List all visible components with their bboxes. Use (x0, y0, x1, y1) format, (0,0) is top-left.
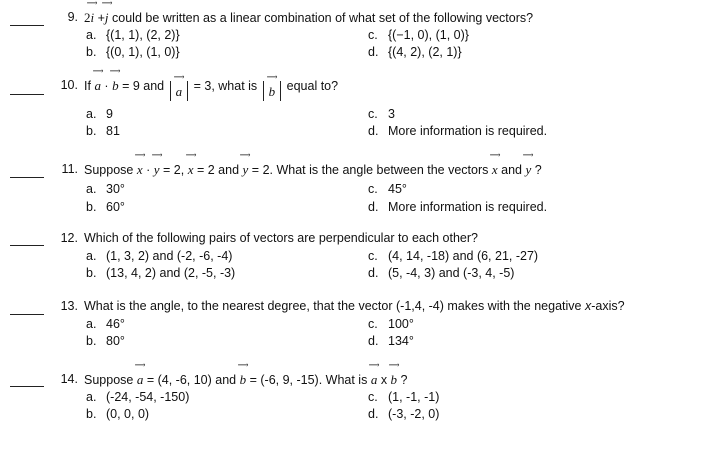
option-c[interactable]: c. 100° (368, 317, 414, 331)
option-d[interactable]: d. 134° (368, 334, 414, 348)
question-number: 11. (61, 162, 78, 176)
option-b[interactable]: b. {(0, 1), (1, 0)} (86, 45, 180, 59)
answer-blank[interactable] (10, 245, 44, 246)
option-a[interactable]: a. 30° (86, 182, 125, 196)
option-d[interactable]: d. More information is required. (368, 124, 548, 138)
magnitude-bars: ⟶ b (263, 81, 282, 101)
answer-blank[interactable] (10, 314, 44, 315)
option-b[interactable]: b. (0, 0, 0) (86, 407, 150, 421)
option-c[interactable]: c. (1, -1, -1) (368, 390, 440, 404)
option-d[interactable]: d. (-3, -2, 0) (368, 407, 440, 421)
option-a[interactable]: a. (-24, -54, -150) (86, 390, 190, 404)
question-number: 12. (60, 231, 78, 245)
option-c[interactable]: c. 45° (368, 182, 407, 196)
question-number: 14. (60, 372, 78, 386)
question-number: 13. (60, 299, 78, 313)
question-stem: If ⟶ a · ⟶ b = 9 and ⟶ a = 3, what is ⟶ b equal to? (84, 78, 338, 101)
option-d[interactable]: d. (5, -4, 3) and (-3, 4, -5) (368, 266, 515, 280)
option-c[interactable]: c. 3 (368, 107, 395, 121)
question-stem: Suppose ⟶ a = (4, -6, 10) and ⟶ b = (-6, 9, -15). What is ⟶ a x ⟶ b ? (84, 372, 407, 388)
option-b[interactable]: b. (13, 4, 2) and (2, -5, -3) (86, 266, 236, 280)
answer-blank[interactable] (10, 386, 44, 387)
option-a[interactable]: a. {(1, 1), (2, 2)} (86, 28, 180, 42)
option-a[interactable]: a. 46° (86, 317, 125, 331)
question-number: 10. (60, 78, 78, 92)
question-stem: 2⟶ i +⟶ j could be written as a linear combination of what set of the following vectors? (84, 10, 533, 26)
answer-blank[interactable] (10, 25, 44, 26)
option-b[interactable]: b. 81 (86, 124, 120, 138)
magnitude-bars: ⟶ a (170, 81, 189, 101)
option-d[interactable]: d. More information is required. (368, 200, 548, 214)
option-b[interactable]: b. 80° (86, 334, 125, 348)
question-stem: What is the angle, to the nearest degree, that the vector (-1,4, -4) makes with the negative x-axis? (84, 299, 625, 313)
option-c[interactable]: c. (4, 14, -18) and (6, 21, -27) (368, 249, 539, 263)
option-a[interactable]: a. (1, 3, 2) and (-2, -6, -4) (86, 249, 233, 263)
question-stem: Which of the following pairs of vectors are perpendicular to each other? (84, 231, 478, 245)
option-c[interactable]: c. {(−1, 0), (1, 0)} (368, 28, 469, 42)
option-b[interactable]: b. 60° (86, 200, 125, 214)
answer-blank[interactable] (10, 94, 44, 95)
question-stem: Suppose ⟶ x · ⟶ y = 2, ⟶ x = 2 and ⟶ y = 2. What is the angle between the vectors ⟶ x and ⟶ y ? (84, 162, 542, 178)
question-number: 9. (67, 10, 78, 24)
option-d[interactable]: d. {(4, 2), (2, 1)} (368, 45, 462, 59)
option-a[interactable]: a. 9 (86, 107, 113, 121)
answer-blank[interactable] (10, 177, 44, 178)
